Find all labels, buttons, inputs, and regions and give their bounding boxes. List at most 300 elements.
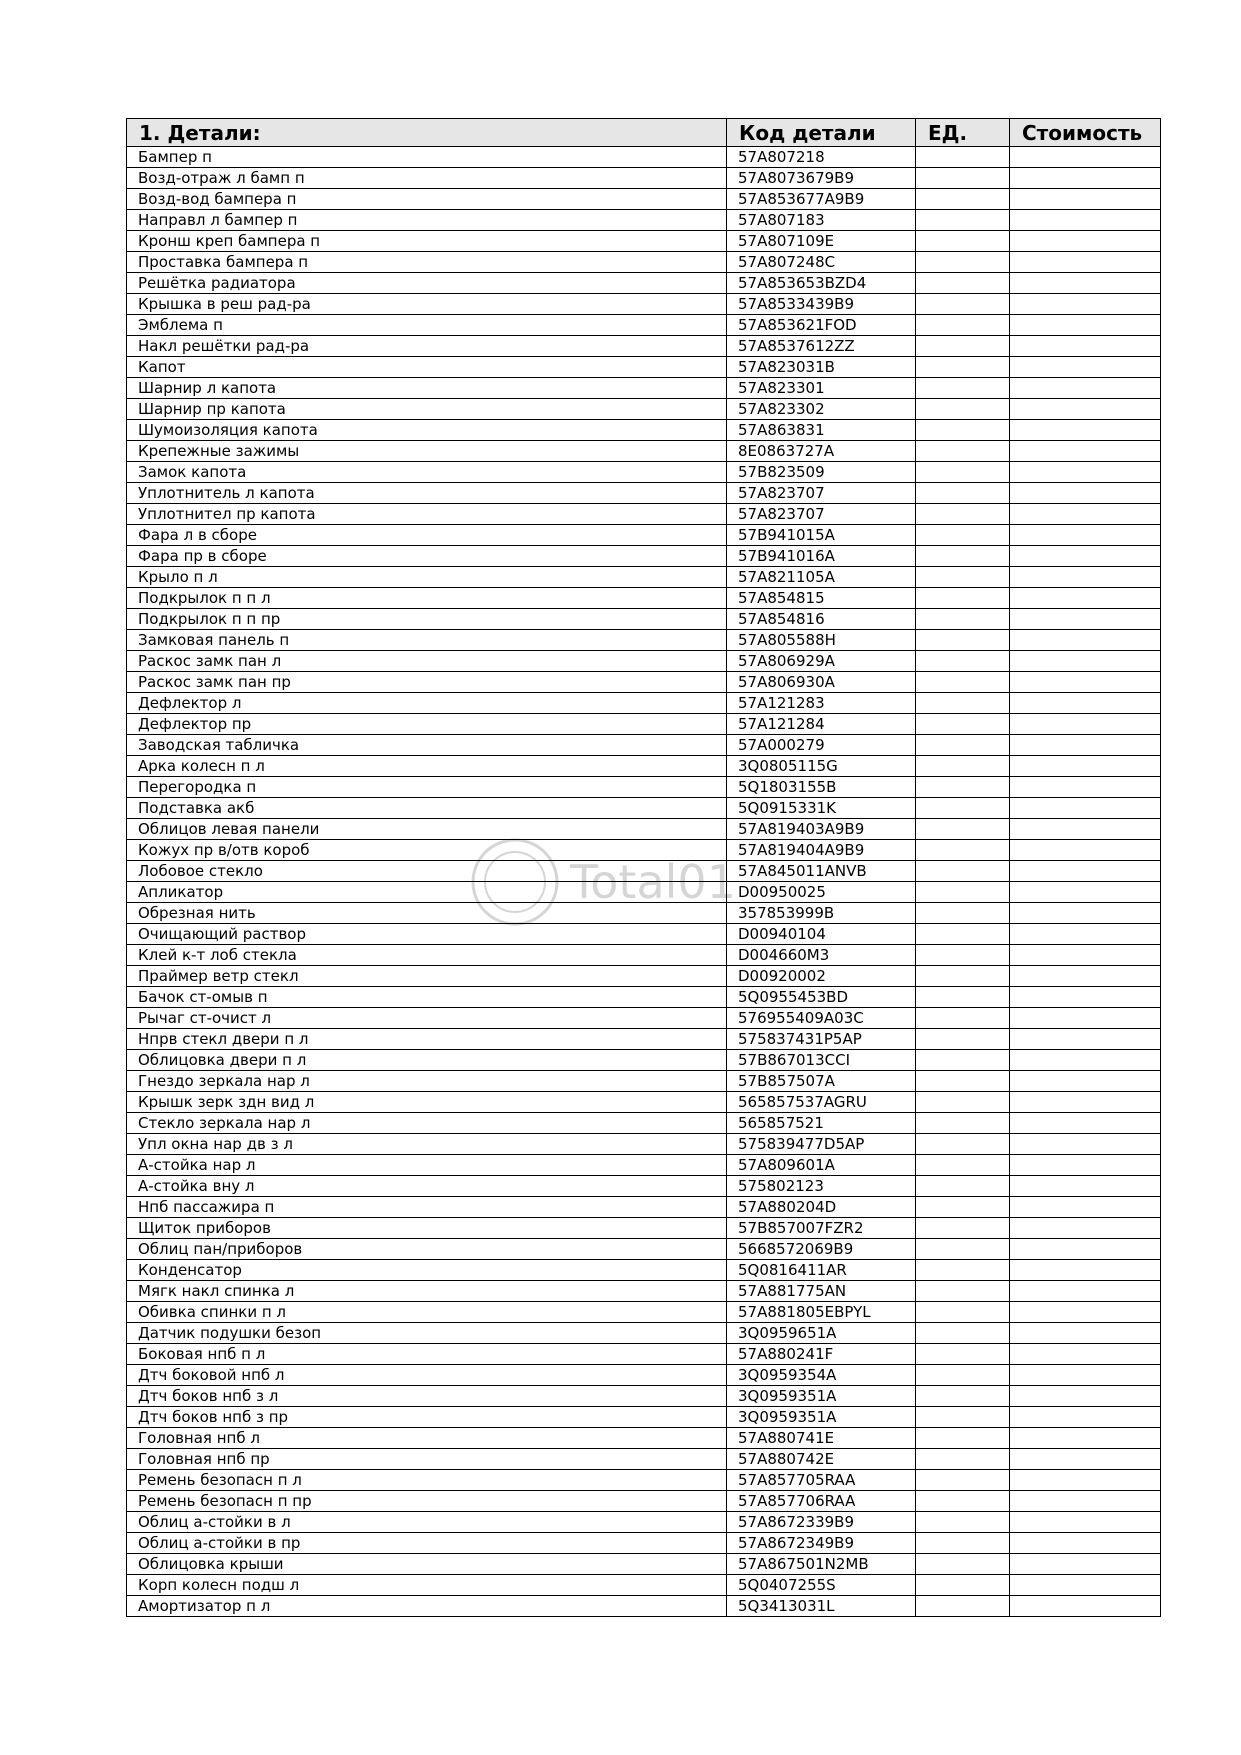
unit-cell — [916, 1449, 1010, 1470]
table-row — [127, 987, 1161, 1008]
part-code-cell: 57A8672339B9 — [727, 1512, 916, 1533]
part-code-cell: 57A854815 — [727, 588, 916, 609]
part-name-cell: Замковая панель п — [127, 630, 727, 651]
part-name-cell: Конденсатор — [127, 1260, 727, 1281]
table-row — [127, 1386, 1161, 1407]
table-row — [127, 567, 1161, 588]
part-code-cell: 57B867013CCI — [727, 1050, 916, 1071]
cost-cell — [1010, 1239, 1161, 1260]
table-row — [127, 315, 1161, 336]
part-name-cell: Упл окна нар дв з л — [127, 1134, 727, 1155]
part-name-cell: Капот — [127, 357, 727, 378]
cost-cell — [1010, 903, 1161, 924]
header-cost: Стоимость — [1010, 119, 1161, 147]
part-name-cell: Дтч боков нпб з пр — [127, 1407, 727, 1428]
table-row — [127, 1512, 1161, 1533]
unit-cell — [916, 399, 1010, 420]
cost-cell — [1010, 987, 1161, 1008]
table-row — [127, 1008, 1161, 1029]
cost-cell — [1010, 1449, 1161, 1470]
part-name-cell: Облиц пан/приборов — [127, 1239, 727, 1260]
part-code-cell: 57A880241F — [727, 1344, 916, 1365]
part-name-cell: Раскос замк пан л — [127, 651, 727, 672]
unit-cell — [916, 651, 1010, 672]
unit-cell — [916, 609, 1010, 630]
part-code-cell: 5Q0915331K — [727, 798, 916, 819]
unit-cell — [916, 840, 1010, 861]
unit-cell — [916, 1386, 1010, 1407]
unit-cell — [916, 315, 1010, 336]
part-name-cell: Бампер п — [127, 147, 727, 168]
part-name-cell: Эмблема п — [127, 315, 727, 336]
table-row — [127, 882, 1161, 903]
table-row — [127, 1491, 1161, 1512]
part-name-cell: Дтч боков нпб з л — [127, 1386, 727, 1407]
cost-cell — [1010, 1365, 1161, 1386]
part-name-cell: Перегородка п — [127, 777, 727, 798]
table-row — [127, 672, 1161, 693]
unit-cell — [916, 903, 1010, 924]
part-code-cell: 3Q0959651A — [727, 1323, 916, 1344]
part-code-cell: 57A807183 — [727, 210, 916, 231]
part-code-cell: 57B857507A — [727, 1071, 916, 1092]
part-name-cell: Бачок ст-омыв п — [127, 987, 727, 1008]
unit-cell — [916, 1365, 1010, 1386]
table-row — [127, 378, 1161, 399]
part-code-cell: 3Q0959351A — [727, 1407, 916, 1428]
table-row — [127, 1302, 1161, 1323]
part-name-cell: Облицовка двери п л — [127, 1050, 727, 1071]
table-row — [127, 1092, 1161, 1113]
cost-cell — [1010, 1596, 1161, 1617]
part-code-cell: 57A863831 — [727, 420, 916, 441]
part-code-cell: 57A881775AN — [727, 1281, 916, 1302]
unit-cell — [916, 168, 1010, 189]
unit-cell — [916, 336, 1010, 357]
unit-cell — [916, 945, 1010, 966]
unit-cell — [916, 1239, 1010, 1260]
cost-cell — [1010, 1386, 1161, 1407]
part-code-cell: 57A807248C — [727, 252, 916, 273]
table-row — [127, 504, 1161, 525]
part-name-cell: Обрезная нить — [127, 903, 727, 924]
cost-cell — [1010, 1260, 1161, 1281]
table-row — [127, 798, 1161, 819]
unit-cell — [916, 252, 1010, 273]
table-row — [127, 147, 1161, 168]
part-name-cell: Кожух пр в/отв короб — [127, 840, 727, 861]
table-row — [127, 1134, 1161, 1155]
part-name-cell: Проставка бампера п — [127, 252, 727, 273]
cost-cell — [1010, 1197, 1161, 1218]
cost-cell — [1010, 966, 1161, 987]
part-name-cell: Щиток приборов — [127, 1218, 727, 1239]
cost-cell — [1010, 924, 1161, 945]
part-name-cell: Шумоизоляция капота — [127, 420, 727, 441]
table-row — [127, 735, 1161, 756]
unit-cell — [916, 819, 1010, 840]
part-code-cell: 57A000279 — [727, 735, 916, 756]
part-name-cell: Подкрылок п п пр — [127, 609, 727, 630]
part-name-cell: Обивка спинки п л — [127, 1302, 727, 1323]
unit-cell — [916, 231, 1010, 252]
table-row — [127, 441, 1161, 462]
unit-cell — [916, 1302, 1010, 1323]
part-name-cell: Фара л в сборе — [127, 525, 727, 546]
part-code-cell: 5Q0955453BD — [727, 987, 916, 1008]
part-name-cell: А-стойка вну л — [127, 1176, 727, 1197]
table-row — [127, 693, 1161, 714]
table-row — [127, 420, 1161, 441]
table-row — [127, 924, 1161, 945]
part-name-cell: Апликатор — [127, 882, 727, 903]
part-name-cell: Направл л бампер п — [127, 210, 727, 231]
unit-cell — [916, 714, 1010, 735]
part-code-cell: 57A853621FOD — [727, 315, 916, 336]
unit-cell — [916, 1491, 1010, 1512]
unit-cell — [916, 1176, 1010, 1197]
part-name-cell: Накл решётки рад-ра — [127, 336, 727, 357]
cost-cell — [1010, 462, 1161, 483]
table-row — [127, 1407, 1161, 1428]
table-row — [127, 1029, 1161, 1050]
table-row — [127, 945, 1161, 966]
cost-cell — [1010, 273, 1161, 294]
parts-table-body — [127, 147, 1161, 1617]
unit-cell — [916, 1197, 1010, 1218]
part-name-cell: Дефлектор пр — [127, 714, 727, 735]
part-code-cell: 57A819403A9B9 — [727, 819, 916, 840]
part-code-cell: 57A867501N2MB — [727, 1554, 916, 1575]
unit-cell — [916, 672, 1010, 693]
cost-cell — [1010, 735, 1161, 756]
table-row — [127, 777, 1161, 798]
part-code-cell: 57A823031B — [727, 357, 916, 378]
part-code-cell: 57A880741E — [727, 1428, 916, 1449]
table-row — [127, 252, 1161, 273]
table-row — [127, 1554, 1161, 1575]
table-row — [127, 1218, 1161, 1239]
unit-cell — [916, 966, 1010, 987]
unit-cell — [916, 1134, 1010, 1155]
part-name-cell: Лобовое стекло — [127, 861, 727, 882]
cost-cell — [1010, 231, 1161, 252]
cost-cell — [1010, 420, 1161, 441]
part-code-cell: 57A819404A9B9 — [727, 840, 916, 861]
table-row — [127, 462, 1161, 483]
part-code-cell: 57A857706RAA — [727, 1491, 916, 1512]
table-row — [127, 1260, 1161, 1281]
table-row — [127, 966, 1161, 987]
table-row — [127, 756, 1161, 777]
part-code-cell: 565857521 — [727, 1113, 916, 1134]
part-code-cell: 8E0863727A — [727, 441, 916, 462]
part-code-cell: 57A121283 — [727, 693, 916, 714]
part-name-cell: Крышк зерк здн вид л — [127, 1092, 727, 1113]
cost-cell — [1010, 1134, 1161, 1155]
cost-cell — [1010, 714, 1161, 735]
table-row — [127, 1239, 1161, 1260]
part-code-cell: 3Q0959354A — [727, 1365, 916, 1386]
part-code-cell: 575802123 — [727, 1176, 916, 1197]
part-code-cell: D00920002 — [727, 966, 916, 987]
table-row — [127, 1113, 1161, 1134]
part-name-cell: Возд-отраж л бамп п — [127, 168, 727, 189]
unit-cell — [916, 1575, 1010, 1596]
table-row — [127, 273, 1161, 294]
part-name-cell: Головная нпб пр — [127, 1449, 727, 1470]
unit-cell — [916, 1281, 1010, 1302]
table-row — [127, 294, 1161, 315]
part-name-cell: Дефлектор л — [127, 693, 727, 714]
part-name-cell: Шарнир л капота — [127, 378, 727, 399]
unit-cell — [916, 420, 1010, 441]
part-name-cell: Боковая нпб п л — [127, 1344, 727, 1365]
part-name-cell: Арка колесн п л — [127, 756, 727, 777]
cost-cell — [1010, 609, 1161, 630]
table-row — [127, 399, 1161, 420]
cost-cell — [1010, 630, 1161, 651]
unit-cell — [916, 1218, 1010, 1239]
unit-cell — [916, 1533, 1010, 1554]
part-code-cell: 57A880204D — [727, 1197, 916, 1218]
part-name-cell: Мягк накл спинка л — [127, 1281, 727, 1302]
unit-cell — [916, 441, 1010, 462]
cost-cell — [1010, 147, 1161, 168]
unit-cell — [916, 483, 1010, 504]
cost-cell — [1010, 1407, 1161, 1428]
cost-cell — [1010, 945, 1161, 966]
unit-cell — [916, 567, 1010, 588]
cost-cell — [1010, 189, 1161, 210]
cost-cell — [1010, 210, 1161, 231]
unit-cell — [916, 273, 1010, 294]
table-row — [127, 1533, 1161, 1554]
cost-cell — [1010, 798, 1161, 819]
part-name-cell: Облицовка крыши — [127, 1554, 727, 1575]
cost-cell — [1010, 1281, 1161, 1302]
part-name-cell: Нпб пассажира п — [127, 1197, 727, 1218]
part-code-cell: 57A880742E — [727, 1449, 916, 1470]
cost-cell — [1010, 1491, 1161, 1512]
part-name-cell: Фара пр в сборе — [127, 546, 727, 567]
part-code-cell: 57A853653BZD4 — [727, 273, 916, 294]
table-row — [127, 651, 1161, 672]
part-code-cell: 57A121284 — [727, 714, 916, 735]
table-row — [127, 1596, 1161, 1617]
unit-cell — [916, 210, 1010, 231]
part-code-cell: 57A823301 — [727, 378, 916, 399]
part-code-cell: 57A823707 — [727, 483, 916, 504]
table-row — [127, 1071, 1161, 1092]
table-row — [127, 210, 1161, 231]
cost-cell — [1010, 357, 1161, 378]
table-row — [127, 1449, 1161, 1470]
cost-cell — [1010, 483, 1161, 504]
part-code-cell: 3Q0959351A — [727, 1386, 916, 1407]
table-row — [127, 1575, 1161, 1596]
cost-cell — [1010, 1323, 1161, 1344]
part-name-cell: Дтч боковой нпб л — [127, 1365, 727, 1386]
table-row — [127, 840, 1161, 861]
table-row — [127, 903, 1161, 924]
part-name-cell: Шарнир пр капота — [127, 399, 727, 420]
cost-cell — [1010, 1575, 1161, 1596]
unit-cell — [916, 1323, 1010, 1344]
table-row — [127, 525, 1161, 546]
cost-cell — [1010, 399, 1161, 420]
cost-cell — [1010, 1050, 1161, 1071]
part-code-cell: 57B857007FZR2 — [727, 1218, 916, 1239]
cost-cell — [1010, 1470, 1161, 1491]
cost-cell — [1010, 651, 1161, 672]
cost-cell — [1010, 525, 1161, 546]
part-name-cell: Облицов левая панели — [127, 819, 727, 840]
part-code-cell: 57A809601A — [727, 1155, 916, 1176]
part-code-cell: 57A8672349B9 — [727, 1533, 916, 1554]
part-name-cell: Нпрв стекл двери п л — [127, 1029, 727, 1050]
table-row — [127, 1344, 1161, 1365]
part-name-cell: Заводская табличка — [127, 735, 727, 756]
unit-cell — [916, 357, 1010, 378]
part-name-cell: Возд-вод бампера п — [127, 189, 727, 210]
cost-cell — [1010, 1008, 1161, 1029]
cost-cell — [1010, 819, 1161, 840]
unit-cell — [916, 987, 1010, 1008]
cost-cell — [1010, 378, 1161, 399]
part-code-cell: 57A823707 — [727, 504, 916, 525]
unit-cell — [916, 1155, 1010, 1176]
unit-cell — [916, 1512, 1010, 1533]
part-code-cell: 3Q0805115G — [727, 756, 916, 777]
part-code-cell: 57A806930A — [727, 672, 916, 693]
part-name-cell: Кронш креп бампера п — [127, 231, 727, 252]
part-code-cell: 57A8537612ZZ — [727, 336, 916, 357]
table-row — [127, 1281, 1161, 1302]
table-row — [127, 1323, 1161, 1344]
unit-cell — [916, 1407, 1010, 1428]
part-code-cell: D00950025 — [727, 882, 916, 903]
part-code-cell: 57B941015A — [727, 525, 916, 546]
cost-cell — [1010, 252, 1161, 273]
part-name-cell: Клей к-т лоб стекла — [127, 945, 727, 966]
part-code-cell: 575837431P5AP — [727, 1029, 916, 1050]
table-row — [127, 231, 1161, 252]
cost-cell — [1010, 756, 1161, 777]
table-row — [127, 819, 1161, 840]
table-row — [127, 546, 1161, 567]
part-code-cell: 57A881805EBPYL — [727, 1302, 916, 1323]
part-name-cell: Подкрылок п п л — [127, 588, 727, 609]
part-code-cell: 57A845011ANVB — [727, 861, 916, 882]
cost-cell — [1010, 1155, 1161, 1176]
part-name-cell: Раскос замк пан пр — [127, 672, 727, 693]
unit-cell — [916, 1029, 1010, 1050]
table-row — [127, 1155, 1161, 1176]
unit-cell — [916, 147, 1010, 168]
unit-cell — [916, 378, 1010, 399]
part-code-cell: 565857537AGRU — [727, 1092, 916, 1113]
cost-cell — [1010, 441, 1161, 462]
part-name-cell: Очищающий раствор — [127, 924, 727, 945]
table-row — [127, 483, 1161, 504]
table-row — [127, 630, 1161, 651]
part-name-cell: Замок капота — [127, 462, 727, 483]
part-code-cell: 57A854816 — [727, 609, 916, 630]
table-row — [127, 168, 1161, 189]
part-code-cell: 57A857705RAA — [727, 1470, 916, 1491]
part-name-cell: Подставка акб — [127, 798, 727, 819]
part-name-cell: А-стойка нар л — [127, 1155, 727, 1176]
part-code-cell: D00940104 — [727, 924, 916, 945]
cost-cell — [1010, 693, 1161, 714]
unit-cell — [916, 924, 1010, 945]
part-code-cell: 57A806929A — [727, 651, 916, 672]
table-row — [127, 714, 1161, 735]
unit-cell — [916, 1470, 1010, 1491]
cost-cell — [1010, 294, 1161, 315]
cost-cell — [1010, 1113, 1161, 1134]
unit-cell — [916, 1050, 1010, 1071]
cost-cell — [1010, 1512, 1161, 1533]
unit-cell — [916, 693, 1010, 714]
parts-table — [126, 118, 1161, 1617]
part-name-cell: Уплотнитель л капота — [127, 483, 727, 504]
unit-cell — [916, 756, 1010, 777]
part-name-cell: Крыло п л — [127, 567, 727, 588]
cost-cell — [1010, 861, 1161, 882]
unit-cell — [916, 1071, 1010, 1092]
part-code-cell: 5Q0816411AR — [727, 1260, 916, 1281]
part-code-cell: 57A823302 — [727, 399, 916, 420]
table-row — [127, 1197, 1161, 1218]
part-name-cell: Крышка в реш рад-ра — [127, 294, 727, 315]
cost-cell — [1010, 315, 1161, 336]
unit-cell — [916, 798, 1010, 819]
unit-cell — [916, 1554, 1010, 1575]
cost-cell — [1010, 1554, 1161, 1575]
cost-cell — [1010, 1218, 1161, 1239]
cost-cell — [1010, 1071, 1161, 1092]
table-row — [127, 1428, 1161, 1449]
part-name-cell: Крепежные зажимы — [127, 441, 727, 462]
cost-cell — [1010, 672, 1161, 693]
part-code-cell: 57A821105A — [727, 567, 916, 588]
part-code-cell: 575839477D5AP — [727, 1134, 916, 1155]
unit-cell — [916, 861, 1010, 882]
unit-cell — [916, 525, 1010, 546]
unit-cell — [916, 1428, 1010, 1449]
cost-cell — [1010, 588, 1161, 609]
unit-cell — [916, 504, 1010, 525]
part-name-cell: Ремень безопасн п л — [127, 1470, 727, 1491]
unit-cell — [916, 1344, 1010, 1365]
part-code-cell: 5668572069B9 — [727, 1239, 916, 1260]
unit-cell — [916, 1092, 1010, 1113]
part-name-cell: Решётка радиатора — [127, 273, 727, 294]
part-name-cell: Праймер ветр стекл — [127, 966, 727, 987]
table-row — [127, 609, 1161, 630]
part-name-cell: Корп колесн подш л — [127, 1575, 727, 1596]
table-header-row — [127, 119, 1161, 147]
cost-cell — [1010, 336, 1161, 357]
part-code-cell: 57A807109E — [727, 231, 916, 252]
header-unit: ЕД. — [916, 119, 1010, 147]
cost-cell — [1010, 1533, 1161, 1554]
cost-cell — [1010, 1092, 1161, 1113]
table-row — [127, 1470, 1161, 1491]
part-code-cell: 57A8073679B9 — [727, 168, 916, 189]
